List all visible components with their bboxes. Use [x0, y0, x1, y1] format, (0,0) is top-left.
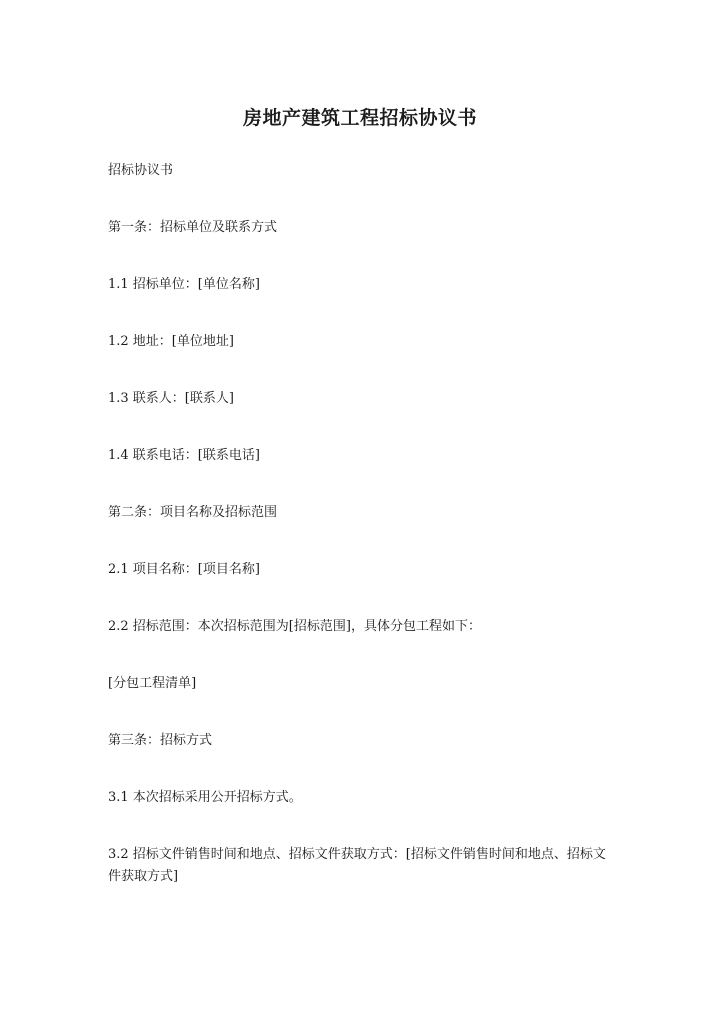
- article-2-heading: 第二条：项目名称及招标范围: [108, 505, 278, 520]
- clause-1-4: 1.4 联系电话：[联系电话]: [108, 448, 260, 463]
- clause-1-2: 1.2 地址：[单位地址]: [108, 334, 234, 349]
- paragraph-heading: 招标协议书: [108, 163, 174, 178]
- article-3-heading: 第三条：招标方式: [108, 733, 213, 748]
- clause-1-3: 1.3 联系人：[联系人]: [108, 391, 234, 406]
- document-title: 房地产建筑工程招标协议书: [242, 107, 477, 129]
- article-1-heading: 第一条：招标单位及联系方式: [108, 220, 278, 235]
- subcontract-list-placeholder: [分包工程清单]: [108, 676, 197, 691]
- clause-2-1: 2.1 项目名称：[项目名称]: [108, 562, 260, 577]
- clause-3-2: 3.2 招标文件销售时间和地点、招标文件获取方式：[招标文件销售时间和地点、招标文件获取方式]: [108, 847, 606, 884]
- clause-1-1: 1.1 招标单位：[单位名称]: [108, 277, 260, 292]
- clause-2-2: 2.2 招标范围：本次招标范围为[招标范围]，具体分包工程如下：: [108, 619, 481, 634]
- clause-3-1: 3.1 本次招标采用公开招标方式。: [108, 790, 302, 805]
